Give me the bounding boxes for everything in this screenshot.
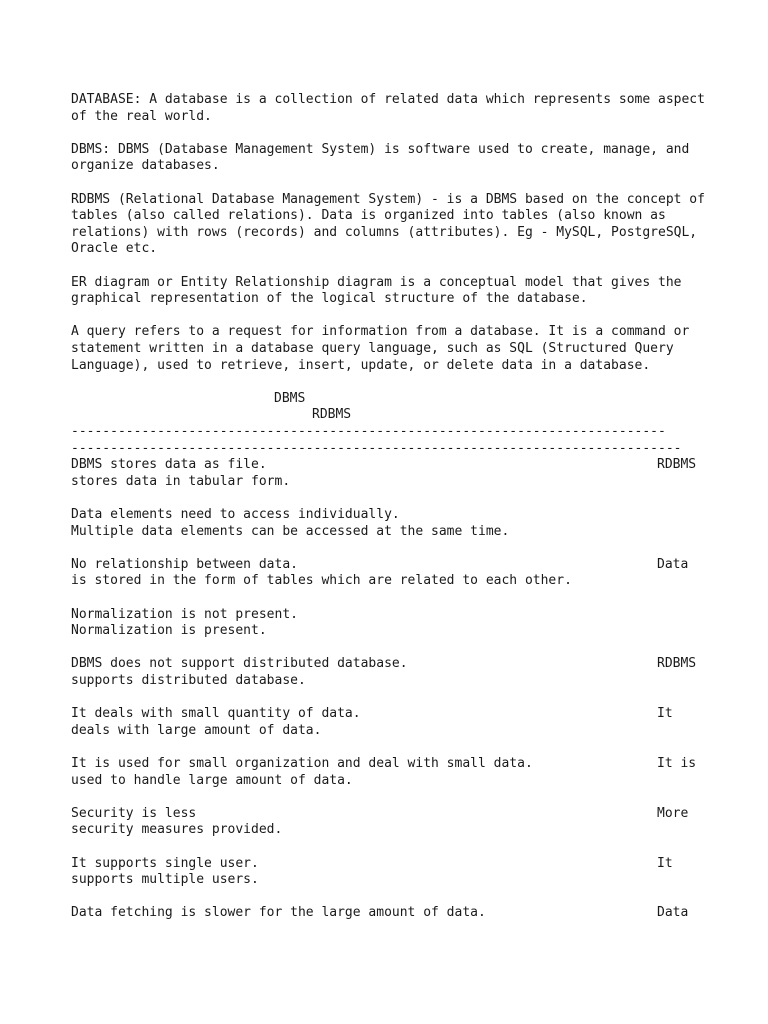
comparison-row-rdbms-lead: RDBMS [657,457,697,473]
paragraph-rdbms-line-2: tables (also called relations). Data is organized into tables (also known as [71,208,666,224]
comparison-row-rdbms-lead: It [657,706,673,722]
comparison-row-dbms-text: It deals with small quantity of data. [71,706,361,722]
comparison-row-rdbms-text: is stored in the form of tables which are related to each other. [71,573,572,589]
paragraph-rdbms-line-3: relations) with rows (records) and columns (attributes). Eg - MySQL, PostgreSQL, [71,224,698,240]
comparison-row-dbms-text: It supports single user. [71,855,259,871]
comparison-divider-2: ------------------------------------------------------------------------------ [71,440,682,456]
paragraph-query-line-3: Language), used to retrieve, insert, update, or delete data in a database. [71,357,651,373]
paragraph-dbms-line-1: DBMS: DBMS (Database Management System) is software used to create, manage, and [71,141,690,157]
comparison-row-rdbms-lead: Data [657,905,689,921]
paragraph-database-line-1: DATABASE: A database is a collection of related data which represents some aspect [71,92,705,107]
comparison-row-dbms-text: DBMS stores data as file. [71,457,267,473]
comparison-row-rdbms-lead: It [657,855,673,871]
comparison-row-dbms-text: DBMS does not support distributed database. [71,656,408,672]
comparison-row-rdbms-lead: More [657,805,689,821]
comparison-row-rdbms-text: supports distributed database. [71,673,306,688]
comparison-divider-1: ---------------------------------------------------------------------------- [71,424,666,439]
comparison-row-rdbms-text: deals with large amount of data. [71,722,322,738]
comparison-row-dbms-text: Normalization is not present. [71,606,298,622]
comparison-row-rdbms-text: Normalization is present. [71,623,267,639]
comparison-row-dbms-text: Data fetching is slower for the large amount of data. [71,905,486,921]
comparison-row-rdbms-lead: RDBMS [657,656,697,672]
paragraph-query-line-2: statement written in a database query language, such as SQL (Structured Query [71,341,674,356]
paragraph-rdbms-line-1: RDBMS (Relational Database Management System) - is a DBMS based on the concept of [71,191,705,207]
comparison-row-dbms-text: It is used for small organization and deal with small data. [71,756,533,771]
paragraph-database-line-2: of the real world. [71,108,212,124]
paragraph-dbms-line-2: organize databases. [71,158,220,174]
comparison-header-rdbms: RDBMS [312,407,352,423]
comparison-row-rdbms-text: supports multiple users. [71,872,259,888]
comparison-row-dbms-text: No relationship between data. [71,556,298,572]
comparison-row-dbms-text: Data elements need to access individually. [71,507,400,522]
comparison-row-rdbms-lead: It is [657,756,697,771]
comparison-row-rdbms-text: stores data in tabular form. [71,473,291,489]
paragraph-er-diagram-line-2: graphical representation of the logical structure of the database. [71,291,588,307]
comparison-row-rdbms-text: used to handle large amount of data. [71,772,353,788]
comparison-row-dbms-text: Security is less [71,805,197,821]
paragraph-query-line-1: A query refers to a request for information from a database. It is a command or [71,324,690,340]
comparison-row-rdbms-text: Multiple data elements can be accessed at the same time. [71,523,510,539]
comparison-header-dbms: DBMS [274,390,306,406]
comparison-row-rdbms-text: security measures provided. [71,822,283,838]
paragraph-er-diagram-line-1: ER diagram or Entity Relationship diagram is a conceptual model that gives the [71,274,682,290]
comparison-row-rdbms-lead: Data [657,556,689,572]
paragraph-rdbms-line-4: Oracle etc. [71,241,158,257]
